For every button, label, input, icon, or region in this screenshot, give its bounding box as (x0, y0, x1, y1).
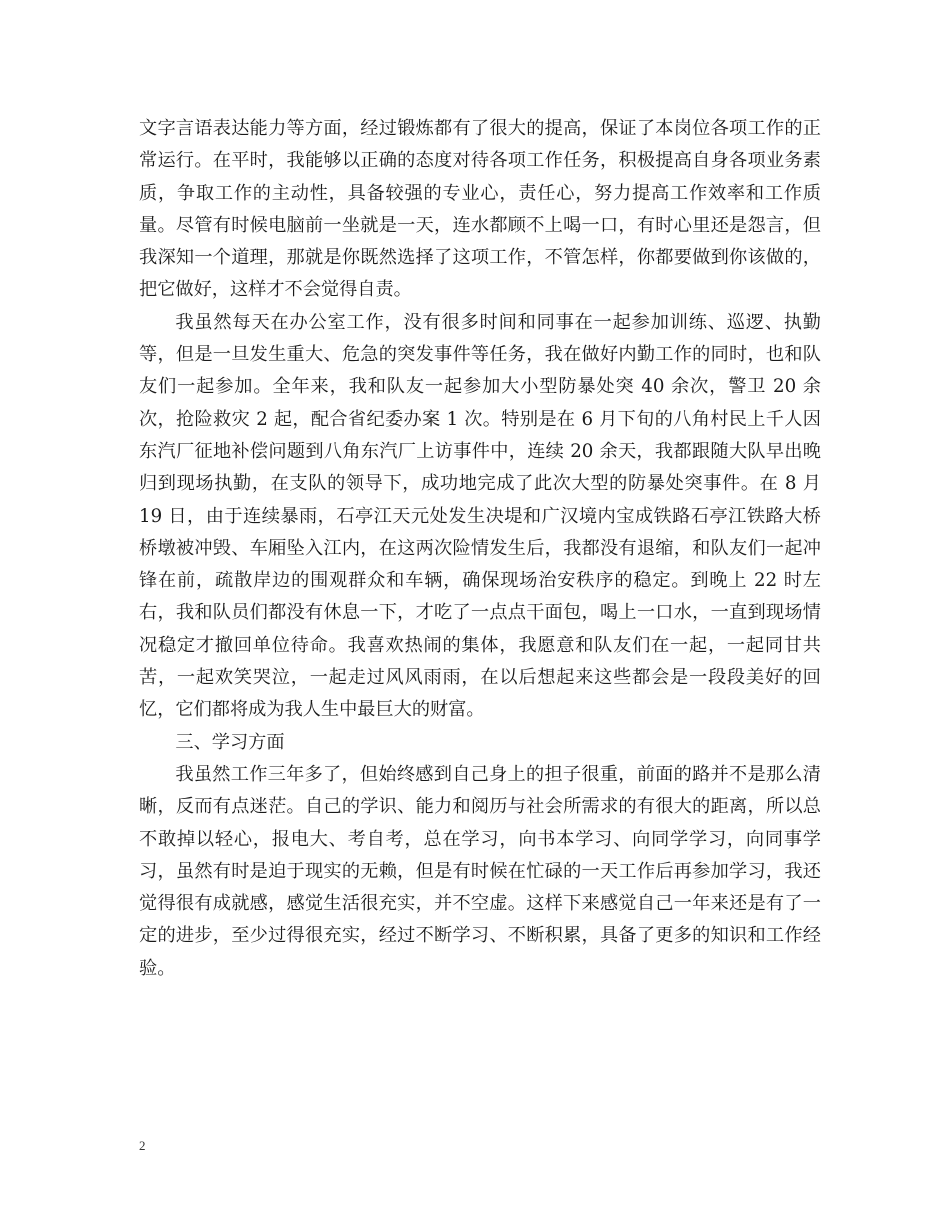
page-number: 2 (139, 1138, 146, 1153)
paragraph-field-duty: 我虽然每天在办公室工作，没有很多时间和同事在一起参加训练、巡逻、执勤等，但是一旦发生重大、危急的突发事件等任务，我在做好内勤工作的同时，也和队友们一起参加。全年来，我和队友一起参加大小型防暴处突 40 余次，警卫 20 余次，抢险救灾 2 起，配合省纪委办案 1 次。特别是在 6 月下旬的八角村民上千人因东汽厂征地补偿问题到八角东汽厂上访事件中，连续 20 余天，我都跟随大队早出晚归到现场执勤，在支队的领导下，成功地完成了此次大型的防暴处突事件。在 8 月 19 日，由于连续暴雨，石亭江天元处发生决堤和广汉境内宝成铁路石亭江铁路大桥桥墩被冲毁、车厢坠入江内，在这两次险情发生后，我都没有退缩，和队友们一起冲锋在前，疏散岸边的围观群众和车辆，确保现场治安秩序的稳定。到晚上 22 时左右，我和队员们都没有休息一下，才吃了一点点干面包，喝上一口水，一直到现场情况稳定才撤回单位待命。我喜欢热闹的集体，我愿意和队友们在一起，一起同甘共苦，一起欢笑哭泣，一起走过风风雨雨，在以后想起来这些都会是一段段美好的回忆，它们都将成为我人生中最巨大的财富。 (139, 311, 821, 721)
paragraph-study: 我虽然工作三年多了，但始终感到自己身上的担子很重，前面的路并不是那么清晰，反而有点迷茫。自己的学识、能力和阅历与社会所需求的有很大的距离，所以总不敢掉以轻心，报电大、考自考，总在学习，向书本学习、向同学学习，向同事学习，虽然有时是迫于现实的无赖，但是有时候在忙碌的一天工作后再参加学习，我还觉得很有成就感，感觉生活很充实，并不空虚。这样下来感觉自己一年来还是有了一定的进步，至少过得很充实，经过不断学习、不断积累，具备了更多的知识和工作经验。 (139, 763, 821, 979)
paragraph-work-attitude: 文字言语表达能力等方面，经过锻炼都有了很大的提高，保证了本岗位各项工作的正常运行。在平时，我能够以正确的态度对待各项工作任务，积极提高自身各项业务素质，争取工作的主动性，具备较强的专业心，责任心，努力提高工作效率和工作质量。尽管有时候电脑前一坐就是一天，连水都顾不上喝一口，有时心里还是怨言，但我深知一个道理，那就是你既然选择了这项工作，不管怎样，你都要做到你该做的，把它做好，这样才不会觉得自责。 (139, 118, 821, 301)
section-heading-study: 三、学习方面 (175, 731, 285, 753)
document-body (139, 113, 821, 985)
